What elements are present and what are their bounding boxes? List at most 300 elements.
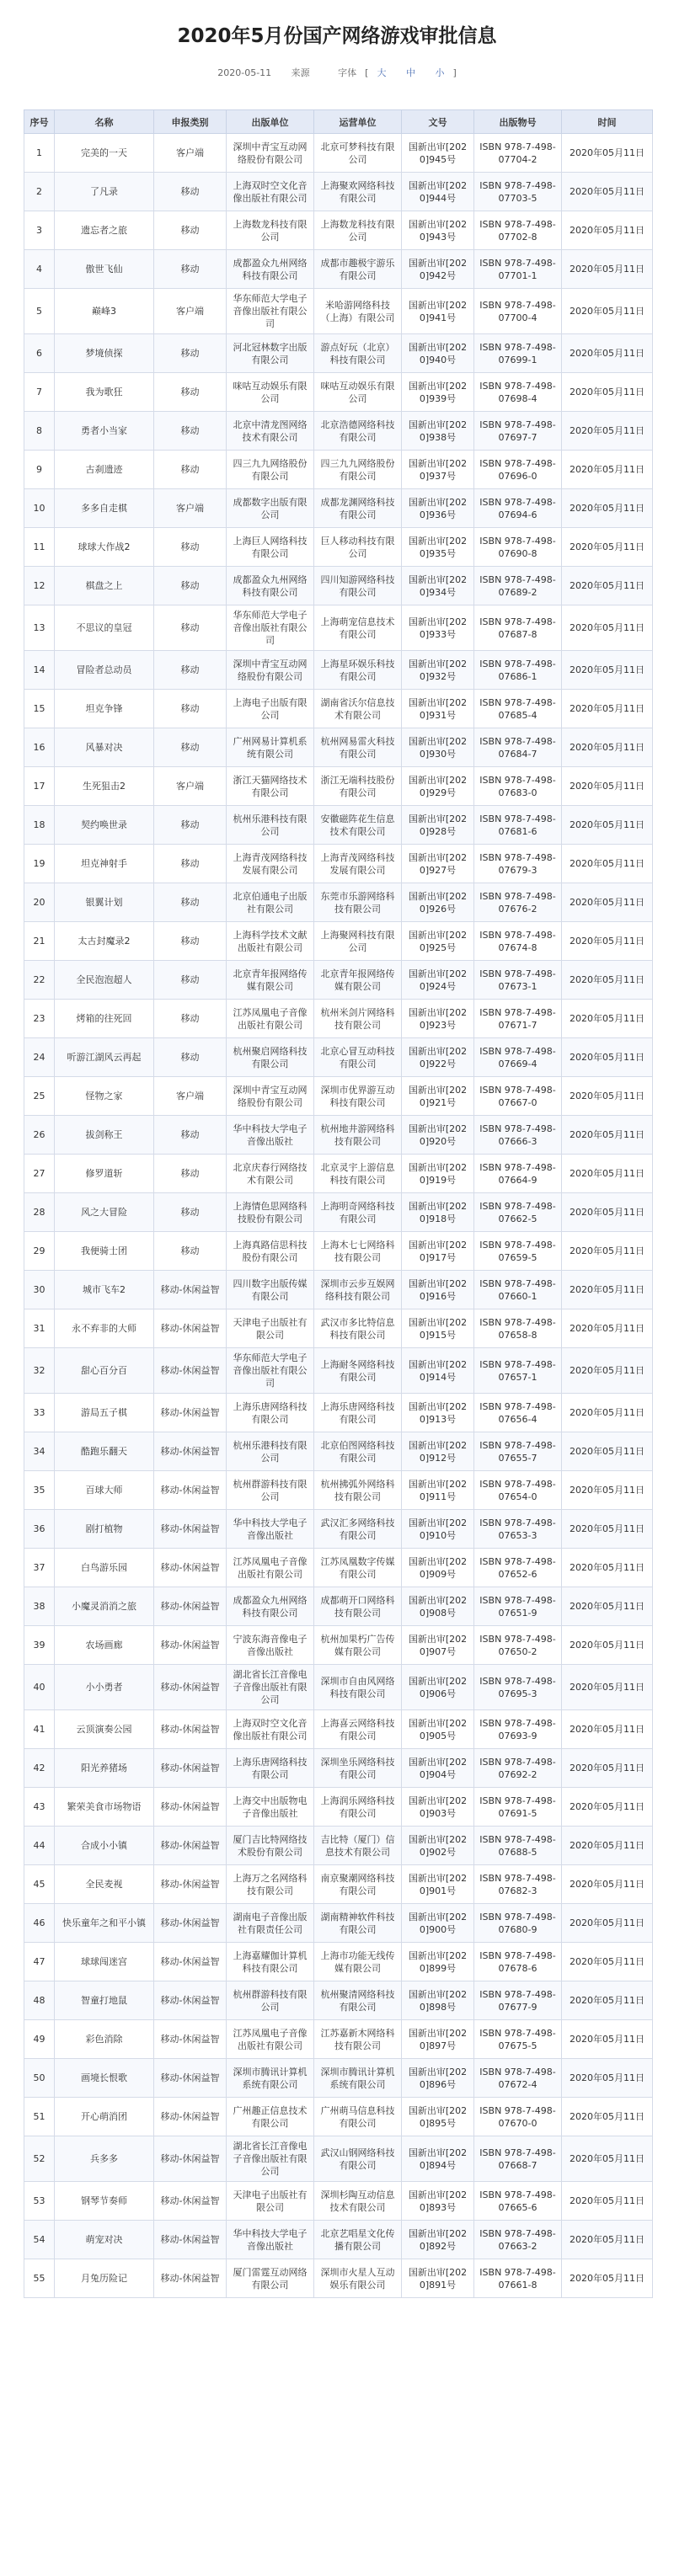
cell-col-isbn: ISBN 978-7-498-07690-8	[474, 528, 562, 567]
table-row	[24, 1587, 653, 1626]
cell-col-approval-no: 国新出审[2020]927号	[402, 845, 474, 883]
cell-col-publisher: 宁波东海音像电子音像出版社	[227, 1626, 314, 1665]
cell-col-approval-no: 国新出审[2020]893号	[402, 2182, 474, 2221]
cell-col-category: 移动-休闲益智	[154, 1471, 227, 1510]
cell-col-index: 36	[24, 1510, 55, 1549]
table-row	[24, 1827, 653, 1865]
table-row	[24, 1394, 653, 1432]
cell-col-approval-no: 国新出审[2020]942号	[402, 250, 474, 289]
cell-col-approval-no: 国新出审[2020]899号	[402, 1943, 474, 1981]
header-col-approval-no: 文号	[402, 110, 474, 134]
cell-col-approval-no: 国新出审[2020]922号	[402, 1038, 474, 1077]
cell-col-approval-no: 国新出审[2020]894号	[402, 2136, 474, 2182]
cell-col-name: 兵多多	[55, 2136, 154, 2182]
cell-col-index: 18	[24, 806, 55, 845]
table-row	[24, 1077, 653, 1116]
table-row	[24, 1309, 653, 1348]
cell-col-publisher: 浙江天猫网络技术有限公司	[227, 767, 314, 806]
cell-col-category: 客户端	[154, 489, 227, 528]
cell-col-date: 2020年05月11日	[562, 567, 653, 605]
cell-col-publisher: 成都盈众九州网络科技有限公司	[227, 1587, 314, 1626]
cell-col-date: 2020年05月11日	[562, 373, 653, 412]
cell-col-date: 2020年05月11日	[562, 1155, 653, 1193]
cell-col-operator: 杭州拂弧外网络科技有限公司	[314, 1471, 402, 1510]
cell-col-isbn: ISBN 978-7-498-07702-8	[474, 211, 562, 250]
cell-col-category: 移动	[154, 961, 227, 1000]
cell-col-date: 2020年05月11日	[562, 922, 653, 961]
table-row	[24, 651, 653, 690]
cell-col-publisher: 华中科技大学电子音像出版社	[227, 1510, 314, 1549]
cell-col-index: 52	[24, 2136, 55, 2182]
table-row	[24, 605, 653, 651]
cell-col-name: 全民麦视	[55, 1865, 154, 1904]
cell-col-publisher: 厦门吉比特网络技术股份有限公司	[227, 1827, 314, 1865]
cell-col-isbn: ISBN 978-7-498-07682-3	[474, 1865, 562, 1904]
cell-col-publisher: 上海电子出版有限公司	[227, 690, 314, 728]
cell-col-category: 移动-休闲益智	[154, 1510, 227, 1549]
cell-col-approval-no: 国新出审[2020]940号	[402, 334, 474, 373]
cell-col-operator: 上海数龙科技有限公司	[314, 211, 402, 250]
cell-col-name: 修罗道斩	[55, 1155, 154, 1193]
cell-col-publisher: 华东师范大学电子音像出版社有限公司	[227, 289, 314, 334]
cell-col-publisher: 华中科技大学电子音像出版社	[227, 1116, 314, 1155]
cell-col-isbn: ISBN 978-7-498-07699-1	[474, 334, 562, 373]
cell-col-index: 41	[24, 1710, 55, 1749]
cell-col-isbn: ISBN 978-7-498-07697-7	[474, 412, 562, 451]
cell-col-isbn: ISBN 978-7-498-07683-0	[474, 767, 562, 806]
cell-col-operator: 武汉山钢网络科技有限公司	[314, 2136, 402, 2182]
cell-col-operator: 北京青年报网络传媒有限公司	[314, 961, 402, 1000]
cell-col-date: 2020年05月11日	[562, 173, 653, 211]
cell-col-index: 11	[24, 528, 55, 567]
cell-col-operator: 北京可梦科技有限公司	[314, 134, 402, 173]
cell-col-approval-no: 国新出审[2020]891号	[402, 2259, 474, 2298]
table-row	[24, 2020, 653, 2059]
cell-col-name: 游局五子棋	[55, 1394, 154, 1432]
cell-col-name: 棋盘之上	[55, 567, 154, 605]
table-row	[24, 489, 653, 528]
cell-col-publisher: 成都盈众九州网络科技有限公司	[227, 250, 314, 289]
cell-col-index: 42	[24, 1749, 55, 1788]
cell-col-approval-no: 国新出审[2020]910号	[402, 1510, 474, 1549]
cell-col-index: 9	[24, 451, 55, 489]
cell-col-name: 拔剑称王	[55, 1116, 154, 1155]
cell-col-name: 阳光养猪场	[55, 1749, 154, 1788]
cell-col-isbn: ISBN 978-7-498-07667-0	[474, 1077, 562, 1116]
cell-col-operator: 武汉市多比特信息科技有限公司	[314, 1309, 402, 1348]
cell-col-approval-no: 国新出审[2020]908号	[402, 1587, 474, 1626]
cell-col-category: 移动	[154, 412, 227, 451]
cell-col-category: 移动	[154, 651, 227, 690]
cell-col-operator: 杭州网易雷火科技有限公司	[314, 728, 402, 767]
cell-col-name: 坦克神射手	[55, 845, 154, 883]
cell-col-publisher: 华东师范大学电子音像出版社有限公司	[227, 605, 314, 651]
table-row	[24, 567, 653, 605]
cell-col-name: 永不弃非的大师	[55, 1309, 154, 1348]
cell-col-name: 彩色消除	[55, 2020, 154, 2059]
cell-col-operator: 深圳杉陶互动信息技术有限公司	[314, 2182, 402, 2221]
font-size-small[interactable]: 小	[435, 67, 445, 78]
cell-col-name: 球球大作战2	[55, 528, 154, 567]
cell-col-publisher: 上海嘉耀伽计算机科技有限公司	[227, 1943, 314, 1981]
cell-col-date: 2020年05月11日	[562, 1865, 653, 1904]
cell-col-index: 28	[24, 1193, 55, 1232]
cell-col-name: 城市飞车2	[55, 1271, 154, 1309]
cell-col-operator: 米哈游网络科技（上海）有限公司	[314, 289, 402, 334]
cell-col-name: 甜心百分百	[55, 1348, 154, 1394]
cell-col-category: 移动-休闲益智	[154, 1626, 227, 1665]
cell-col-publisher: 华中科技大学电子音像出版社	[227, 2221, 314, 2259]
cell-col-publisher: 深圳中青宝互动网络股份有限公司	[227, 651, 314, 690]
cell-col-category: 移动-休闲益智	[154, 1981, 227, 2020]
cell-col-index: 50	[24, 2059, 55, 2098]
cell-col-category: 移动-休闲益智	[154, 1710, 227, 1749]
cell-col-category: 移动-休闲益智	[154, 2221, 227, 2259]
table-row	[24, 211, 653, 250]
table-row	[24, 767, 653, 806]
table-row	[24, 2059, 653, 2098]
cell-col-index: 55	[24, 2259, 55, 2298]
font-size-switcher: 字体 [ 大 中 小 ]	[338, 67, 457, 78]
cell-col-operator: 上海聚欢网络科技有限公司	[314, 173, 402, 211]
cell-col-category: 移动	[154, 1038, 227, 1077]
cell-col-operator: 南京聚潮网络科技有限公司	[314, 1865, 402, 1904]
cell-col-date: 2020年05月11日	[562, 2182, 653, 2221]
table-row	[24, 1348, 653, 1394]
cell-col-index: 33	[24, 1394, 55, 1432]
cell-col-date: 2020年05月11日	[562, 1510, 653, 1549]
cell-col-date: 2020年05月11日	[562, 1710, 653, 1749]
cell-col-isbn: ISBN 978-7-498-07650-2	[474, 1626, 562, 1665]
cell-col-operator: 上海耐冬网络科技有限公司	[314, 1348, 402, 1394]
cell-col-isbn: ISBN 978-7-498-07655-7	[474, 1432, 562, 1471]
cell-col-operator: 浙江无端科技股份有限公司	[314, 767, 402, 806]
table-row	[24, 922, 653, 961]
cell-col-name: 画境长恨歌	[55, 2059, 154, 2098]
cell-col-index: 15	[24, 690, 55, 728]
cell-col-name: 钢琴节奏师	[55, 2182, 154, 2221]
cell-col-category: 移动	[154, 211, 227, 250]
cell-col-operator: 广州萌马信息科技有限公司	[314, 2098, 402, 2136]
cell-col-isbn: ISBN 978-7-498-07672-4	[474, 2059, 562, 2098]
cell-col-publisher: 上海交中出版物电子音像出版社	[227, 1788, 314, 1827]
cell-col-publisher: 天津电子出版社有限公司	[227, 2182, 314, 2221]
cell-col-category: 移动-休闲益智	[154, 2182, 227, 2221]
cell-col-date: 2020年05月11日	[562, 845, 653, 883]
cell-col-approval-no: 国新出审[2020]928号	[402, 806, 474, 845]
cell-col-isbn: ISBN 978-7-498-07670-0	[474, 2098, 562, 2136]
approval-table	[24, 109, 653, 2298]
cell-col-category: 移动-休闲益智	[154, 1309, 227, 1348]
table-row	[24, 1626, 653, 1665]
cell-col-operator: 上海青茂网络科技发展有限公司	[314, 845, 402, 883]
cell-col-operator: 深圳市优界游互动科技有限公司	[314, 1077, 402, 1116]
cell-col-approval-no: 国新出审[2020]934号	[402, 567, 474, 605]
cell-col-name: 烤箱的往死回	[55, 1000, 154, 1038]
cell-col-date: 2020年05月11日	[562, 1271, 653, 1309]
cell-col-index: 35	[24, 1471, 55, 1510]
cell-col-category: 移动	[154, 883, 227, 922]
cell-col-publisher: 北京中清龙图网络技术有限公司	[227, 412, 314, 451]
cell-col-name: 智童打地鼠	[55, 1981, 154, 2020]
publish-date: 2020-05-11	[217, 67, 272, 78]
source-label: 来源	[291, 67, 310, 78]
cell-col-name: 合成小小镇	[55, 1827, 154, 1865]
cell-col-operator: 杭州加果朽广告传媒有限公司	[314, 1626, 402, 1665]
cell-col-operator: 成都萌开口网络科技有限公司	[314, 1587, 402, 1626]
cell-col-category: 移动	[154, 528, 227, 567]
cell-col-isbn: ISBN 978-7-498-07660-1	[474, 1271, 562, 1309]
cell-col-date: 2020年05月11日	[562, 1348, 653, 1394]
cell-col-approval-no: 国新出审[2020]925号	[402, 922, 474, 961]
cell-col-approval-no: 国新出审[2020]897号	[402, 2020, 474, 2059]
cell-col-index: 45	[24, 1865, 55, 1904]
cell-col-date: 2020年05月11日	[562, 1000, 653, 1038]
table-row	[24, 1788, 653, 1827]
cell-col-publisher: 咪咕互动娱乐有限公司	[227, 373, 314, 412]
cell-col-publisher: 江苏凤凰电子音像出版社有限公司	[227, 2020, 314, 2059]
cell-col-category: 移动-休闲益智	[154, 1865, 227, 1904]
cell-col-approval-no: 国新出审[2020]904号	[402, 1749, 474, 1788]
cell-col-date: 2020年05月11日	[562, 2259, 653, 2298]
cell-col-isbn: ISBN 978-7-498-07654-0	[474, 1471, 562, 1510]
table-row	[24, 1000, 653, 1038]
cell-col-operator: 北京心冒互动科技有限公司	[314, 1038, 402, 1077]
cell-col-publisher: 杭州群游科技有限公司	[227, 1471, 314, 1510]
cell-col-name: 开心萌消团	[55, 2098, 154, 2136]
article-meta	[0, 66, 674, 79]
cell-col-isbn: ISBN 978-7-498-07693-9	[474, 1710, 562, 1749]
cell-col-operator: 东莞市乐游网络科技有限公司	[314, 883, 402, 922]
table-body	[24, 134, 653, 2298]
table-row	[24, 690, 653, 728]
table-row	[24, 2259, 653, 2298]
cell-col-publisher: 杭州乐港科技有限公司	[227, 806, 314, 845]
table-row	[24, 1865, 653, 1904]
cell-col-isbn: ISBN 978-7-498-07651-9	[474, 1587, 562, 1626]
cell-col-operator: 深圳坐乐网络科技有限公司	[314, 1749, 402, 1788]
cell-col-operator: 杭州聚清网络科技有限公司	[314, 1981, 402, 2020]
cell-col-name: 百球大师	[55, 1471, 154, 1510]
cell-col-publisher: 江苏凤凰电子音像出版社有限公司	[227, 1000, 314, 1038]
cell-col-name: 怪物之家	[55, 1077, 154, 1116]
cell-col-date: 2020年05月11日	[562, 1626, 653, 1665]
cell-col-isbn: ISBN 978-7-498-07671-7	[474, 1000, 562, 1038]
cell-col-index: 39	[24, 1626, 55, 1665]
cell-col-operator: 安徽磁阵花生信息技术有限公司	[314, 806, 402, 845]
header-col-operator: 运营单位	[314, 110, 402, 134]
cell-col-category: 移动	[154, 1232, 227, 1271]
cell-col-operator: 四川知游网络科技有限公司	[314, 567, 402, 605]
cell-col-isbn: ISBN 978-7-498-07652-6	[474, 1549, 562, 1587]
cell-col-approval-no: 国新出审[2020]920号	[402, 1116, 474, 1155]
header-col-date: 时间	[562, 110, 653, 134]
cell-col-approval-no: 国新出审[2020]924号	[402, 961, 474, 1000]
cell-col-isbn: ISBN 978-7-498-07686-1	[474, 651, 562, 690]
cell-col-publisher: 上海情色思网络科技股份有限公司	[227, 1193, 314, 1232]
cell-col-category: 移动	[154, 1193, 227, 1232]
table-row	[24, 1038, 653, 1077]
cell-col-isbn: ISBN 978-7-498-07704-2	[474, 134, 562, 173]
cell-col-publisher: 广州趣正信息技术有限公司	[227, 2098, 314, 2136]
cell-col-operator: 江苏凤凰数字传媒有限公司	[314, 1549, 402, 1587]
cell-col-approval-no: 国新出审[2020]931号	[402, 690, 474, 728]
cell-col-category: 移动-休闲益智	[154, 2259, 227, 2298]
cell-col-name: 白鸟游乐园	[55, 1549, 154, 1587]
cell-col-date: 2020年05月11日	[562, 1232, 653, 1271]
table-row	[24, 2136, 653, 2182]
cell-col-index: 34	[24, 1432, 55, 1471]
cell-col-publisher: 上海万之名网络科技有限公司	[227, 1865, 314, 1904]
cell-col-date: 2020年05月11日	[562, 2059, 653, 2098]
cell-col-name: 农场画廊	[55, 1626, 154, 1665]
cell-col-approval-no: 国新出审[2020]902号	[402, 1827, 474, 1865]
cell-col-category: 客户端	[154, 289, 227, 334]
cell-col-date: 2020年05月11日	[562, 1549, 653, 1587]
table-row	[24, 1193, 653, 1232]
cell-col-category: 移动	[154, 567, 227, 605]
cell-col-category: 移动	[154, 334, 227, 373]
cell-col-date: 2020年05月11日	[562, 605, 653, 651]
cell-col-index: 5	[24, 289, 55, 334]
cell-col-approval-no: 国新出审[2020]926号	[402, 883, 474, 922]
cell-col-isbn: ISBN 978-7-498-07669-4	[474, 1038, 562, 1077]
cell-col-operator: 深圳市火星人互动娱乐有限公司	[314, 2259, 402, 2298]
cell-col-category: 移动-休闲益智	[154, 1394, 227, 1432]
cell-col-date: 2020年05月11日	[562, 1432, 653, 1471]
cell-col-approval-no: 国新出审[2020]914号	[402, 1348, 474, 1394]
cell-col-publisher: 北京庆春行网络技术有限公司	[227, 1155, 314, 1193]
cell-col-index: 44	[24, 1827, 55, 1865]
cell-col-isbn: ISBN 978-7-498-07653-3	[474, 1510, 562, 1549]
cell-col-operator: 吉比特（厦门）信息技术有限公司	[314, 1827, 402, 1865]
cell-col-name: 不思议的皇冠	[55, 605, 154, 651]
cell-col-date: 2020年05月11日	[562, 211, 653, 250]
cell-col-isbn: ISBN 978-7-498-07665-6	[474, 2182, 562, 2221]
cell-col-category: 移动	[154, 845, 227, 883]
cell-col-category: 移动	[154, 922, 227, 961]
cell-col-publisher: 上海真路信思科技股份有限公司	[227, 1232, 314, 1271]
cell-col-publisher: 四三九九网络股份有限公司	[227, 451, 314, 489]
cell-col-isbn: ISBN 978-7-498-07698-4	[474, 373, 562, 412]
cell-col-approval-no: 国新出审[2020]923号	[402, 1000, 474, 1038]
cell-col-approval-no: 国新出审[2020]932号	[402, 651, 474, 690]
cell-col-isbn: ISBN 978-7-498-07700-4	[474, 289, 562, 334]
cell-col-isbn: ISBN 978-7-498-07680-9	[474, 1904, 562, 1943]
cell-col-publisher: 华东师范大学电子音像出版社有限公司	[227, 1348, 314, 1394]
cell-col-publisher: 杭州乐港科技有限公司	[227, 1432, 314, 1471]
cell-col-isbn: ISBN 978-7-498-07694-6	[474, 489, 562, 528]
cell-col-approval-no: 国新出审[2020]892号	[402, 2221, 474, 2259]
cell-col-name: 我便骑士团	[55, 1232, 154, 1271]
table-row	[24, 1471, 653, 1510]
cell-col-approval-no: 国新出审[2020]921号	[402, 1077, 474, 1116]
cell-col-name: 我为歌狂	[55, 373, 154, 412]
cell-col-index: 30	[24, 1271, 55, 1309]
cell-col-isbn: ISBN 978-7-498-07656-4	[474, 1394, 562, 1432]
cell-col-index: 10	[24, 489, 55, 528]
table-row	[24, 1904, 653, 1943]
cell-col-approval-no: 国新出审[2020]907号	[402, 1626, 474, 1665]
cell-col-date: 2020年05月11日	[562, 1116, 653, 1155]
cell-col-index: 22	[24, 961, 55, 1000]
cell-col-date: 2020年05月11日	[562, 1587, 653, 1626]
cell-col-name: 了凡录	[55, 173, 154, 211]
cell-col-index: 37	[24, 1549, 55, 1587]
cell-col-date: 2020年05月11日	[562, 1943, 653, 1981]
cell-col-name: 繁荣美食市场物语	[55, 1788, 154, 1827]
font-size-medium[interactable]: 中	[405, 67, 415, 78]
cell-col-operator: 咪咕互动娱乐有限公司	[314, 373, 402, 412]
cell-col-operator: 四三九九网络股份有限公司	[314, 451, 402, 489]
cell-col-index: 1	[24, 134, 55, 173]
cell-col-date: 2020年05月11日	[562, 1749, 653, 1788]
cell-col-name: 银翼计划	[55, 883, 154, 922]
cell-col-index: 51	[24, 2098, 55, 2136]
article-header	[0, 0, 674, 91]
cell-col-isbn: ISBN 978-7-498-07691-5	[474, 1788, 562, 1827]
font-label: 字体	[338, 67, 357, 78]
cell-col-category: 移动-休闲益智	[154, 1432, 227, 1471]
cell-col-name: 生死狙击2	[55, 767, 154, 806]
cell-col-publisher: 上海数龙科技有限公司	[227, 211, 314, 250]
table-row	[24, 1271, 653, 1309]
cell-col-date: 2020年05月11日	[562, 2020, 653, 2059]
cell-col-name: 遗忘者之旅	[55, 211, 154, 250]
cell-col-publisher: 杭州聚启网络科技有限公司	[227, 1038, 314, 1077]
cell-col-date: 2020年05月11日	[562, 2221, 653, 2259]
cell-col-approval-no: 国新出审[2020]917号	[402, 1232, 474, 1271]
cell-col-date: 2020年05月11日	[562, 806, 653, 845]
cell-col-publisher: 深圳市腾讯计算机系统有限公司	[227, 2059, 314, 2098]
cell-col-index: 21	[24, 922, 55, 961]
cell-col-category: 移动-休闲益智	[154, 1904, 227, 1943]
table-row	[24, 728, 653, 767]
cell-col-category: 移动-休闲益智	[154, 1549, 227, 1587]
cell-col-category: 移动-休闲益智	[154, 2020, 227, 2059]
cell-col-approval-no: 国新出审[2020]913号	[402, 1394, 474, 1432]
cell-col-isbn: ISBN 978-7-498-07662-5	[474, 1193, 562, 1232]
cell-col-date: 2020年05月11日	[562, 1038, 653, 1077]
cell-col-category: 移动	[154, 250, 227, 289]
cell-col-isbn: ISBN 978-7-498-07681-6	[474, 806, 562, 845]
cell-col-index: 48	[24, 1981, 55, 2020]
cell-col-approval-no: 国新出审[2020]941号	[402, 289, 474, 334]
table-row	[24, 2098, 653, 2136]
cell-col-category: 移动-休闲益智	[154, 2059, 227, 2098]
cell-col-operator: 深圳市自由风网络科技有限公司	[314, 1665, 402, 1710]
cell-col-index: 32	[24, 1348, 55, 1394]
cell-col-isbn: ISBN 978-7-498-07658-8	[474, 1309, 562, 1348]
font-size-large[interactable]: 大	[377, 67, 387, 78]
cell-col-index: 14	[24, 651, 55, 690]
cell-col-index: 17	[24, 767, 55, 806]
cell-col-date: 2020年05月11日	[562, 1827, 653, 1865]
cell-col-operator: 上海明奇网络科技有限公司	[314, 1193, 402, 1232]
header-col-isbn: 出版物号	[474, 110, 562, 134]
cell-col-approval-no: 国新出审[2020]944号	[402, 173, 474, 211]
cell-col-index: 3	[24, 211, 55, 250]
cell-col-date: 2020年05月11日	[562, 489, 653, 528]
cell-col-isbn: ISBN 978-7-498-07664-9	[474, 1155, 562, 1193]
table-row	[24, 961, 653, 1000]
cell-col-isbn: ISBN 978-7-498-07668-7	[474, 2136, 562, 2182]
cell-col-publisher: 上海双时空文化音像出版社有限公司	[227, 1710, 314, 1749]
cell-col-index: 6	[24, 334, 55, 373]
cell-col-date: 2020年05月11日	[562, 2098, 653, 2136]
cell-col-operator: 深圳市腾讯计算机系统有限公司	[314, 2059, 402, 2098]
cell-col-category: 移动	[154, 728, 227, 767]
